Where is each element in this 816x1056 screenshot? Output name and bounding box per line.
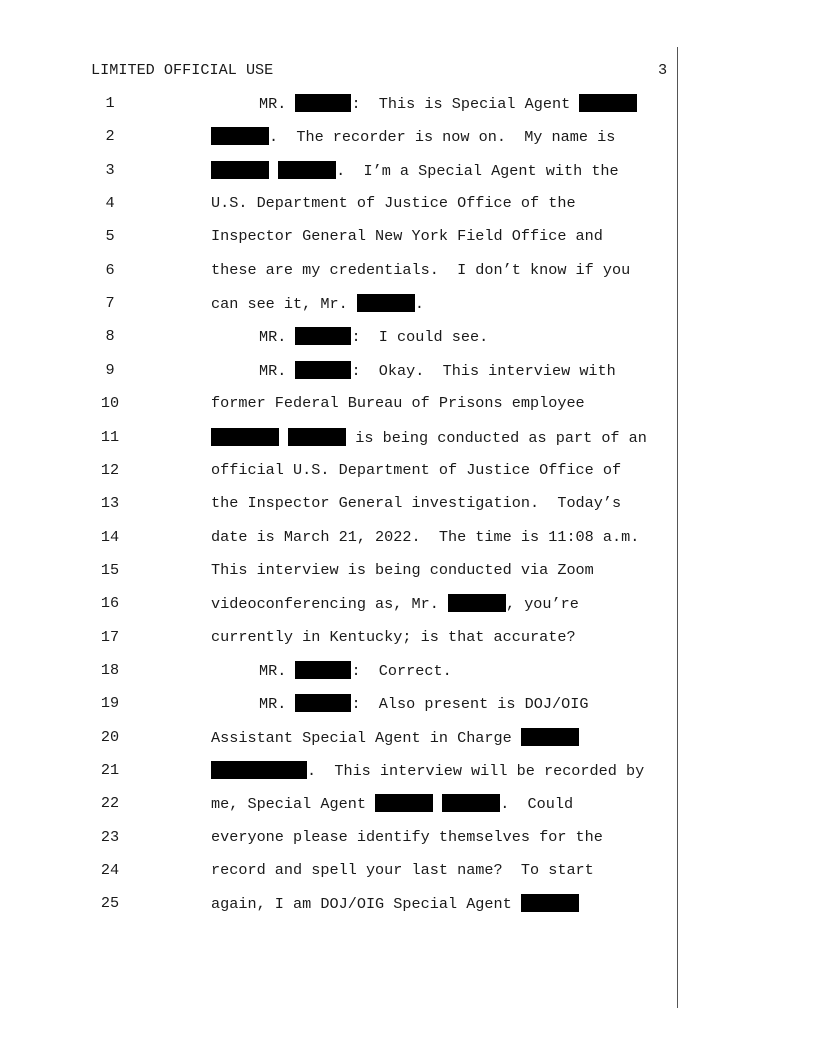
text-segment: former Federal Bureau of Prisons employee bbox=[211, 394, 585, 413]
line-text bbox=[211, 894, 579, 913]
line-number: 6 bbox=[105, 260, 115, 279]
line-text bbox=[259, 361, 616, 380]
line-number: 20 bbox=[100, 727, 120, 746]
redaction-box bbox=[278, 161, 336, 179]
line-text bbox=[211, 861, 594, 879]
transcript-line bbox=[0, 561, 816, 585]
page-number: 3 bbox=[658, 61, 668, 79]
redaction-box bbox=[211, 428, 279, 446]
redaction-box bbox=[442, 794, 500, 812]
text-segment: these are my credentials. I don’t know if you bbox=[211, 260, 631, 279]
redaction-box bbox=[579, 94, 637, 112]
transcript-line bbox=[0, 761, 816, 785]
transcript-line bbox=[0, 428, 816, 452]
text-segment: MR. bbox=[259, 95, 296, 113]
text-segment bbox=[269, 162, 278, 180]
line-text bbox=[259, 661, 452, 680]
text-segment: This interview is being conducted via Zoom bbox=[211, 560, 594, 579]
line-number: 24 bbox=[100, 861, 120, 880]
redaction-box bbox=[375, 794, 433, 812]
transcript-line bbox=[0, 194, 816, 218]
redaction-box bbox=[211, 161, 269, 179]
line-number: 4 bbox=[105, 194, 115, 213]
text-segment: . The recorder is now on. My name is bbox=[269, 128, 616, 147]
transcript-line bbox=[0, 528, 816, 552]
line-text bbox=[259, 327, 488, 346]
line-number: 10 bbox=[100, 394, 120, 413]
text-segment: everyone please identify themselves for the bbox=[211, 827, 603, 846]
line-number: 1 bbox=[105, 94, 115, 112]
text-segment: MR. bbox=[259, 328, 296, 347]
line-text bbox=[211, 428, 647, 447]
transcript-line bbox=[0, 494, 816, 518]
text-segment: MR. bbox=[259, 661, 296, 680]
line-number: 19 bbox=[100, 694, 120, 713]
line-text bbox=[211, 261, 630, 279]
line-number: 14 bbox=[100, 527, 120, 546]
line-text bbox=[211, 161, 619, 180]
redaction-box bbox=[357, 294, 415, 312]
text-segment: . Could bbox=[500, 795, 574, 814]
text-segment: currently in Kentucky; is that accurate? bbox=[211, 627, 576, 646]
text-segment: official U.S. Department of Justice Office of bbox=[211, 460, 622, 479]
redaction-box bbox=[521, 728, 579, 746]
text-segment: . I’m a Special Agent with the bbox=[336, 161, 619, 180]
transcript-line bbox=[0, 361, 816, 385]
line-number: 18 bbox=[100, 660, 120, 679]
transcript-line bbox=[0, 894, 816, 918]
line-text bbox=[211, 728, 579, 747]
line-text bbox=[211, 127, 615, 146]
line-number: 12 bbox=[100, 460, 120, 479]
redaction-box bbox=[295, 361, 351, 379]
line-number: 25 bbox=[100, 894, 120, 913]
line-text bbox=[211, 294, 424, 313]
line-text bbox=[211, 227, 603, 245]
text-segment: again, I am DOJ/OIG Special Agent bbox=[211, 895, 521, 914]
text-segment: record and spell your last name? To start bbox=[211, 861, 594, 880]
line-number: 15 bbox=[100, 560, 120, 579]
line-number: 23 bbox=[100, 827, 120, 846]
text-segment: the Inspector General investigation. Today’s bbox=[211, 494, 622, 513]
line-text bbox=[211, 461, 621, 479]
text-segment: : Okay. This interview with bbox=[351, 361, 616, 380]
line-text bbox=[211, 761, 644, 780]
line-number: 21 bbox=[100, 761, 120, 779]
line-number: 7 bbox=[105, 294, 115, 313]
redaction-box bbox=[295, 94, 351, 112]
line-text bbox=[211, 828, 603, 846]
text-segment: can see it, Mr. bbox=[211, 295, 357, 314]
text-segment: : Also present is DOJ/OIG bbox=[351, 695, 589, 714]
transcript-line bbox=[0, 794, 816, 818]
transcript-line bbox=[0, 828, 816, 852]
text-segment: MR. bbox=[259, 695, 296, 714]
text-segment: date is March 21, 2022. The time is 11:08 a.m. bbox=[211, 527, 640, 546]
text-segment: U.S. Department of Justice Office of the bbox=[211, 194, 576, 213]
transcript-line bbox=[0, 628, 816, 652]
text-segment: is being conducted as part of an bbox=[346, 428, 647, 447]
text-segment: , you’re bbox=[505, 595, 579, 614]
transcript-line bbox=[0, 227, 816, 251]
text-segment bbox=[279, 429, 288, 447]
redaction-box bbox=[288, 428, 346, 446]
transcript-line bbox=[0, 127, 816, 151]
line-number: 2 bbox=[105, 127, 115, 146]
line-text bbox=[211, 394, 585, 412]
transcript-line bbox=[0, 728, 816, 752]
text-segment: Assistant Special Agent in Charge bbox=[211, 728, 521, 747]
text-segment: : This is Special Agent bbox=[351, 95, 580, 113]
line-text bbox=[211, 561, 594, 579]
text-segment: . This interview will be recorded by bbox=[307, 762, 645, 780]
line-number: 11 bbox=[100, 427, 120, 446]
line-text bbox=[259, 94, 637, 113]
line-text bbox=[211, 794, 573, 813]
document-header-label: LIMITED OFFICIAL USE bbox=[91, 61, 274, 79]
transcript-line bbox=[0, 661, 816, 685]
line-text bbox=[259, 694, 588, 713]
transcript-line bbox=[0, 861, 816, 885]
line-text bbox=[211, 494, 621, 512]
text-segment: MR. bbox=[259, 361, 296, 380]
line-text bbox=[211, 628, 576, 646]
line-number: 8 bbox=[105, 327, 115, 346]
line-text bbox=[211, 528, 639, 546]
line-number: 5 bbox=[105, 227, 115, 246]
text-segment: : Correct. bbox=[351, 661, 452, 680]
transcript-line bbox=[0, 94, 816, 118]
transcript-line bbox=[0, 594, 816, 618]
line-number: 22 bbox=[100, 794, 120, 813]
transcript-line bbox=[0, 327, 816, 351]
redaction-box bbox=[211, 127, 269, 145]
line-number: 9 bbox=[105, 360, 115, 379]
redaction-box bbox=[521, 894, 579, 912]
text-segment: me, Special Agent bbox=[211, 795, 376, 814]
transcript-line bbox=[0, 294, 816, 318]
line-number: 16 bbox=[100, 594, 120, 613]
line-text bbox=[211, 194, 576, 212]
line-number: 17 bbox=[100, 627, 120, 646]
redaction-box bbox=[295, 694, 351, 712]
redaction-box bbox=[295, 661, 351, 679]
transcript-line bbox=[0, 394, 816, 418]
text-segment: : I could see. bbox=[351, 328, 489, 347]
line-number: 13 bbox=[100, 494, 120, 513]
text-segment: Inspector General New York Field Office and bbox=[211, 227, 603, 246]
text-segment bbox=[433, 795, 442, 813]
text-segment: videoconferencing as, Mr. bbox=[211, 595, 448, 614]
line-number: 3 bbox=[105, 160, 115, 179]
text-segment: . bbox=[414, 295, 424, 314]
redaction-box bbox=[448, 594, 506, 612]
redaction-box bbox=[211, 761, 307, 779]
transcript-line bbox=[0, 161, 816, 185]
redaction-box bbox=[295, 327, 351, 345]
transcript-line bbox=[0, 461, 816, 485]
line-text bbox=[211, 594, 579, 613]
transcript-line bbox=[0, 694, 816, 718]
transcript-line bbox=[0, 261, 816, 285]
